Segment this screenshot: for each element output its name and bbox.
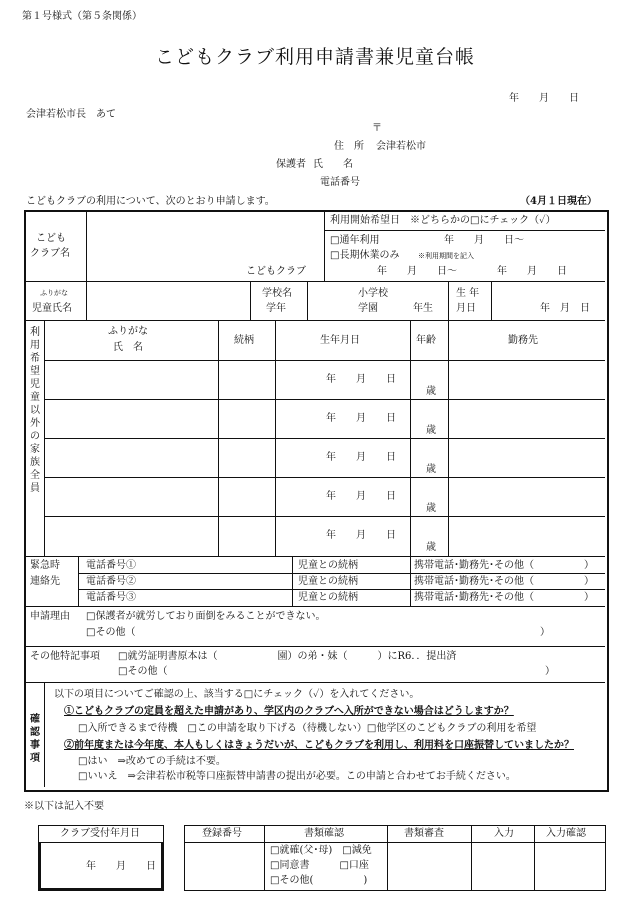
emergency-relation-1[interactable]: 児童との続柄: [298, 560, 358, 571]
date-line[interactable]: 年 月 日: [509, 93, 579, 104]
reg-no-header: 登録番号: [202, 828, 242, 839]
input-header: 入力: [494, 828, 514, 839]
main-form-frame: [24, 210, 609, 792]
family-col-relation: 続柄: [234, 335, 254, 346]
confirm-question-2: ②前年度または今年度、本人もしくはきょうだいが、こどもクラブを利用し、利用料を口座振替していましたか？: [64, 740, 574, 751]
family-col-age: 年齢: [416, 335, 436, 346]
family-row-birth[interactable]: 年 月 日: [326, 374, 396, 385]
page-title: こどもクラブ利用申請書兼児童台帳: [154, 46, 475, 68]
confirm-side-label: 確認事項: [30, 714, 40, 764]
guardian-name-label: 氏 名: [313, 159, 353, 170]
emergency-label-1: 緊急時: [30, 560, 60, 571]
confirm-q2-no[interactable]: □いいえ ⇒会津若松市税等口座振替申請書の提出が必要。この申請と合わせてお手続ください。: [78, 771, 516, 782]
family-side-label: 利用希望児童以外の家族全員: [30, 327, 40, 494]
child-name-label: 児童氏名: [32, 303, 72, 314]
receipt-label: クラブ受付年月日: [60, 828, 140, 839]
birth-label-2: 月日: [456, 303, 476, 314]
holiday-note: ※利用期間を記入: [418, 252, 474, 260]
reason-option-work[interactable]: □保護者が就労しており面倒をみることができない。: [86, 611, 326, 622]
family-row-birth[interactable]: 年 月 日: [326, 413, 396, 424]
doc-check-line-1[interactable]: □就確(父･母) □減免: [270, 845, 372, 856]
confirm-question-1: ①こどもクラブの定員を超えた申請があり、学区内のクラブへ入所ができない場合はどうしますか？: [64, 706, 514, 717]
option-holiday[interactable]: □長期休業のみ: [330, 250, 400, 261]
emergency-label-2: 連絡先: [30, 576, 60, 587]
special-option-other[interactable]: □その他（: [118, 666, 168, 677]
start-date-label: 利用開始希望日 ※どちらかの□にチェック（✓）: [330, 215, 556, 226]
office-note: ※以下は記入不要: [24, 801, 104, 812]
doc-review-header: 書類審査: [404, 828, 444, 839]
family-col-furigana: ふりがな: [108, 326, 148, 337]
family-row-age: 歳: [426, 425, 436, 436]
holiday-period[interactable]: 年 月 日～ 年 月 日: [377, 266, 567, 277]
special-close: ）: [545, 666, 555, 677]
doc-check-header: 書類確認: [304, 828, 344, 839]
confirm-intro: 以下の項目についてご確認の上、該当する□にチェック（✓）を入れてください。: [54, 689, 420, 700]
input-check-header: 入力確認: [546, 828, 586, 839]
family-col-name: 氏 名: [113, 342, 143, 353]
special-label: その他特記事項: [30, 651, 100, 662]
family-row-birth[interactable]: 年 月 日: [326, 530, 396, 541]
intro-statement: こどもクラブの利用について、次のとおり申請します。: [26, 196, 275, 207]
phone-label: 電話番号: [320, 177, 360, 188]
emergency-relation-3[interactable]: 児童との続柄: [298, 592, 358, 603]
grade-suffix[interactable]: 年生: [413, 303, 433, 314]
receipt-value[interactable]: 年 月 日: [86, 861, 156, 872]
club-suffix: こどもクラブ: [246, 266, 306, 277]
family-col-birth: 生年月日: [320, 335, 360, 346]
child-furigana: ふりがな: [40, 289, 68, 297]
school-label: 学校名: [262, 288, 292, 299]
confirm-q1-options[interactable]: □入所できるまで待機 □この申請を取り下げる（待機しない）□他学区のこどもクラブの利用を希望: [78, 723, 537, 734]
confirm-q2-yes[interactable]: □はい ⇒改めての手続は不要。: [78, 756, 226, 767]
reason-close: ）: [540, 627, 550, 638]
school-value[interactable]: 小学校: [358, 288, 388, 299]
reason-option-other[interactable]: □その他（: [86, 627, 136, 638]
doc-check-line-3[interactable]: □その他( ): [270, 875, 368, 886]
emergency-phone-2[interactable]: 電話番号②: [86, 576, 136, 587]
guardian-label: 保護者: [276, 159, 306, 170]
emergency-phone-1[interactable]: 電話番号①: [86, 560, 136, 571]
regular-date[interactable]: 年 月 日～: [444, 235, 524, 246]
doc-check-line-2[interactable]: □同意書 □口座: [270, 860, 369, 871]
family-row-birth[interactable]: 年 月 日: [326, 491, 396, 502]
family-row-age: 歳: [426, 503, 436, 514]
form-number: 第１号様式（第５条関係）: [22, 11, 142, 22]
address-label: 住 所: [334, 141, 364, 152]
birth-label-1: 生 年: [456, 288, 480, 299]
as-of-date: （4月１日現在）: [520, 196, 597, 207]
emergency-type-1[interactable]: 携帯電話･勤務先･その他（ ）: [414, 560, 594, 571]
club-label-2: クラブ名: [30, 248, 70, 259]
special-option-cert[interactable]: □就労証明書原本は（ 園）の弟・妹（ ）にR6．．提出済: [118, 651, 457, 662]
postal-mark: 〒: [372, 123, 382, 134]
gakuen-value[interactable]: 学園: [358, 303, 378, 314]
emergency-relation-2[interactable]: 児童との続柄: [298, 576, 358, 587]
address-value[interactable]: 会津若松市: [376, 141, 426, 152]
grade-label: 学年: [266, 303, 286, 314]
family-row-birth[interactable]: 年 月 日: [326, 452, 396, 463]
family-col-work: 勤務先: [508, 335, 538, 346]
emergency-type-3[interactable]: 携帯電話･勤務先･その他（ ）: [414, 592, 594, 603]
addressee: 会津若松市長 あて: [26, 109, 116, 120]
family-row-age: 歳: [426, 386, 436, 397]
office-table: [184, 825, 606, 891]
club-label-1: こども: [36, 233, 66, 244]
emergency-type-2[interactable]: 携帯電話･勤務先･その他（ ）: [414, 576, 594, 587]
family-row-age: 歳: [426, 464, 436, 475]
family-row-age: 歳: [426, 542, 436, 553]
reason-label: 申請理由: [30, 611, 70, 622]
emergency-phone-3[interactable]: 電話番号③: [86, 592, 136, 603]
child-birth-value[interactable]: 年 月 日: [540, 303, 590, 314]
option-regular[interactable]: □通年利用: [330, 235, 380, 246]
